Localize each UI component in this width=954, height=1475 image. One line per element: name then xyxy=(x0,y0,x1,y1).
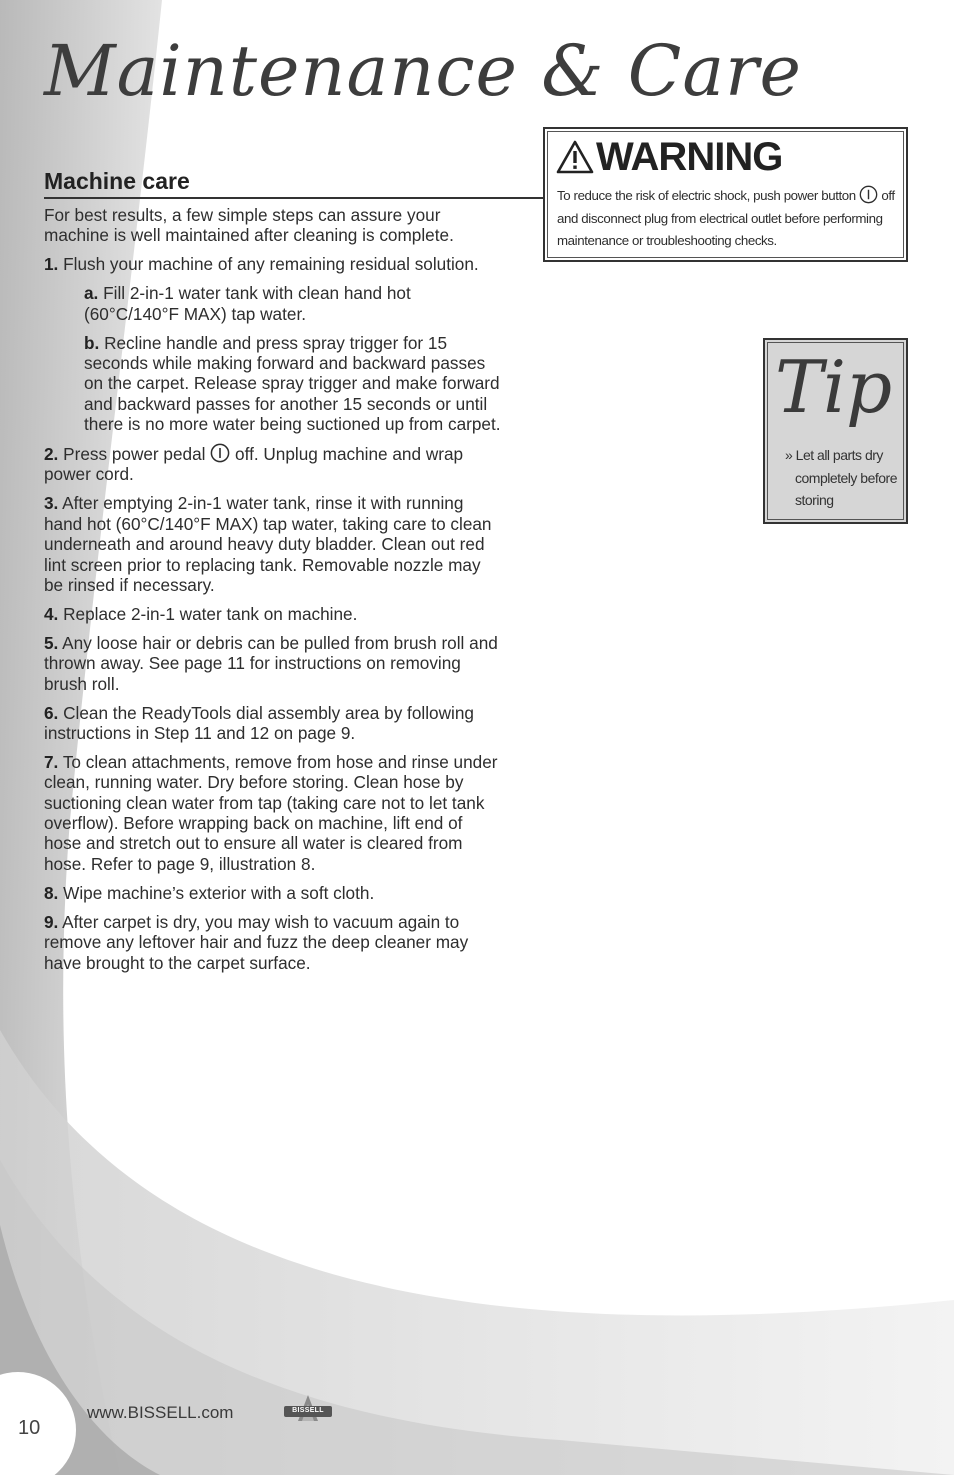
brand-text: BISSELL xyxy=(292,1407,324,1414)
warning-label: WARNING xyxy=(596,135,783,179)
step-1a xyxy=(44,283,502,324)
step-text-before: Press power pedal xyxy=(63,444,206,465)
step-1 xyxy=(44,254,502,274)
step-number: b. xyxy=(84,332,100,353)
footer-url: www.BISSELL.com xyxy=(87,1403,234,1422)
step-number: 8. xyxy=(44,882,59,903)
step-text: After emptying 2-in-1 water tank, rinse it with running hand hot (60°C/140°F MAX) tap water, taking care to clean underneath and around heavy duty bladder. Clean out red lint screen prior to replacing tank. Removable nozzle may be rinsed if necessary. xyxy=(44,493,492,595)
step-6 xyxy=(44,703,502,744)
step-number: 1. xyxy=(44,254,59,275)
step-number: 3. xyxy=(44,493,59,514)
tip-box xyxy=(763,338,908,524)
step-number: 4. xyxy=(44,603,59,624)
step-2 xyxy=(44,443,502,485)
step-text: Replace 2-in-1 water tank on machine. xyxy=(63,603,358,624)
step-8 xyxy=(44,883,502,903)
step-number: 5. xyxy=(44,632,59,653)
step-5 xyxy=(44,633,502,694)
machine-care-content xyxy=(44,205,502,981)
step-text: Recline handle and press spray trigger for 15 seconds while making forward and backward passes on the carpet. Release spray trigger and make forward and backward passes for another 15 seconds or until there is no more water being suctioned up from carpet. xyxy=(84,332,501,435)
power-button-icon xyxy=(210,443,230,463)
tip-title: Tip xyxy=(775,345,893,429)
step-7 xyxy=(44,752,502,874)
intro-paragraph: For best results, a few simple steps can assure your machine is well maintained after cleaning is complete. xyxy=(44,205,454,246)
step-text: Any loose hair or debris can be pulled from brush roll and thrown away. See page 11 for instructions on removing brush roll. xyxy=(44,632,498,694)
page-number: 10 xyxy=(18,1417,41,1439)
step-text: Clean the ReadyTools dial assembly area by following instructions in Step 11 and 12 on page 9. xyxy=(44,702,474,743)
step-text: Fill 2-in-1 water tank with clean hand hot (60°C/140°F MAX) tap water. xyxy=(84,283,411,324)
step-9 xyxy=(44,912,502,973)
step-text: After carpet is dry, you may wish to vacuum again to remove any leftover hair and fuzz the deep cleaner may have brought to the carpet surface. xyxy=(44,911,469,973)
step-number: 7. xyxy=(44,751,59,772)
bissell-logo xyxy=(284,1393,332,1425)
power-button-icon xyxy=(859,185,878,204)
step-number: a. xyxy=(84,283,99,304)
step-text: To clean attachments, remove from hose and rinse under clean, running water. Dry before storing. Clean hose by suctioning clean water from tap (taking care not to let tank overflow). Before wrapping back on machine, lift end of hose and stretch out to ensure all water is cleared from hose. Refer to page 9, illustration 8. xyxy=(44,751,498,874)
step-number: 2. xyxy=(44,444,59,465)
warning-text xyxy=(557,185,902,253)
heading-divider xyxy=(44,197,545,199)
step-1b xyxy=(44,333,502,435)
warning-text-before: To reduce the risk of electric shock, push power button xyxy=(557,188,856,203)
warning-triangle-icon xyxy=(556,140,594,174)
step-4 xyxy=(44,604,502,624)
step-text: Flush your machine of any remaining residual solution. xyxy=(63,254,479,275)
step-3 xyxy=(44,493,502,595)
step-text: Wipe machine’s exterior with a soft cloth. xyxy=(63,882,375,903)
warning-text-after: off and disconnect plug from electrical outlet before performing maintenance or troubleshooting checks. xyxy=(557,188,895,248)
step-number: 9. xyxy=(44,911,59,932)
tip-text xyxy=(785,444,903,512)
tip-line: » Let all parts dry completely before storing xyxy=(785,447,898,508)
step-text-after: off. Unplug machine and wrap power cord. xyxy=(44,444,464,485)
page-title: Maintenance & Care xyxy=(44,30,802,112)
step-number: 6. xyxy=(44,702,59,723)
warning-heading xyxy=(556,135,782,180)
warning-box xyxy=(543,127,908,262)
section-heading: Machine care xyxy=(44,168,190,194)
